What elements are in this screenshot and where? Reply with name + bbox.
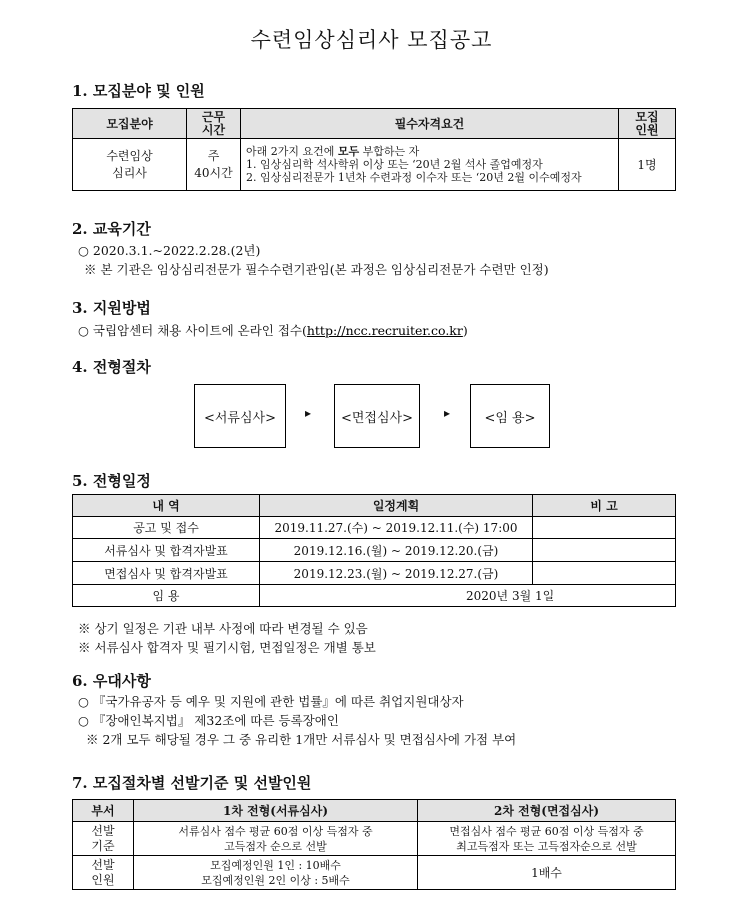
preference-1: ○ 『국가유공자 등 예우 및 지원에 관한 법률』에 따른 취업지원대상자 <box>78 694 464 709</box>
arrow-icon: ▸ <box>444 406 451 420</box>
table-row <box>73 517 676 539</box>
education-note: ※ 본 기관은 임상심리전문가 필수수련기관임(본 과정은 임상심리전문가 수련만 인정) <box>84 262 549 277</box>
application-method: ○ 국립암센터 채용 사이트에 온라인 접수(http://ncc.recruiter.co.kr) <box>78 323 468 338</box>
preference-2: ○ 『장애인복지법』 제32조에 따른 등록장애인 <box>78 713 339 728</box>
schedule-date: 2019.12.23.(월) ~ 2019.12.27.(금) <box>260 562 533 585</box>
table-row <box>73 856 676 890</box>
schedule-remark <box>533 517 676 539</box>
table-row <box>73 822 676 856</box>
schedule-table <box>72 494 676 607</box>
cell-requirements <box>241 139 619 191</box>
cell-hours: 주 40시간 <box>187 139 241 191</box>
schedule-date: 2019.12.16.(월) ~ 2019.12.20.(금) <box>260 539 533 562</box>
req-item-1: 1. 임상심리학 석사학위 이상 또는 ‘20년 2월 석사 졸업예정자 <box>246 158 543 171</box>
section-2-heading: 2. 교육기간 <box>72 220 151 238</box>
header-hours: 근무 시간 <box>187 109 241 139</box>
header-dept: 부서 <box>73 800 134 822</box>
recruitment-table <box>72 108 676 191</box>
header-item: 내 역 <box>73 495 260 517</box>
header-schedule: 일정계획 <box>260 495 533 517</box>
recruit-site-link[interactable]: http://ncc.recruiter.co.kr <box>306 323 463 338</box>
section-7-heading: 7. 모집절차별 선발기준 및 선발인원 <box>72 774 312 792</box>
schedule-remark <box>533 539 676 562</box>
selection-table <box>72 799 676 890</box>
req-intro: 아래 2가지 요건에 모두 부합하는 자 <box>246 145 420 158</box>
header-requirements: 필수자격요건 <box>241 109 619 139</box>
table-row <box>73 562 676 585</box>
count-second: 1배수 <box>418 856 676 890</box>
section-5-heading: 5. 전형일정 <box>72 472 151 490</box>
schedule-item: 공고 및 접수 <box>73 517 260 539</box>
header-second-round: 2차 전형(면접심사) <box>418 800 676 822</box>
step-interview: <면접심사> <box>334 384 420 448</box>
count-first: 모집예정인원 1인 : 10배수 모집예정인원 2인 이상 : 5배수 <box>134 856 418 890</box>
section-6-heading: 6. 우대사항 <box>72 672 151 690</box>
criteria-second: 면접심사 점수 평균 60점 이상 득점자 중 최고득점자 또는 고득점자순으로 선발 <box>418 822 676 856</box>
row-label: 선발 기준 <box>73 822 134 856</box>
education-period: ○ 2020.3.1.~2022.2.28.(2년) <box>78 243 261 258</box>
header-field: 모집분야 <box>73 109 187 139</box>
schedule-note-1: ※ 상기 일정은 기관 내부 사정에 따라 변경될 수 있음 <box>78 621 368 636</box>
schedule-note-2: ※ 서류심사 합격자 및 필기시험, 면접일정은 개별 통보 <box>78 640 376 655</box>
table-row <box>73 585 676 607</box>
page-title: 수련임상심리사 모집공고 <box>250 28 493 52</box>
header-count: 모집 인원 <box>619 109 676 139</box>
section-4-heading: 4. 전형절차 <box>72 358 151 376</box>
section-3-heading: 3. 지원방법 <box>72 299 151 317</box>
step-document-review: <서류심사> <box>194 384 286 448</box>
preference-note: ※ 2개 모두 해당될 경우 그 중 유리한 1개만 서류심사 및 면접심사에 가점 부여 <box>86 732 517 747</box>
header-remarks: 비 고 <box>533 495 676 517</box>
header-first-round: 1차 전형(서류심사) <box>134 800 418 822</box>
req-item-2: 2. 임상심리전문가 1년차 수련과정 이수자 또는 ‘20년 2월 이수예정자 <box>246 171 582 184</box>
row-label: 선발 인원 <box>73 856 134 890</box>
cell-field: 수련임상 심리사 <box>73 139 187 191</box>
section-1-heading: 1. 모집분야 및 인원 <box>72 82 205 100</box>
schedule-date: 2020년 3월 1일 <box>260 585 676 607</box>
schedule-item: 면접심사 및 합격자발표 <box>73 562 260 585</box>
schedule-date: 2019.11.27.(수) ~ 2019.12.11.(수) 17:00 <box>260 517 533 539</box>
criteria-first: 서류심사 점수 평균 60점 이상 득점자 중 고득점자 순으로 선발 <box>134 822 418 856</box>
schedule-item: 임 용 <box>73 585 260 607</box>
table-row <box>73 539 676 562</box>
cell-count: 1명 <box>619 139 676 191</box>
schedule-remark <box>533 562 676 585</box>
step-appointment: <임 용> <box>470 384 550 448</box>
schedule-item: 서류심사 및 합격자발표 <box>73 539 260 562</box>
arrow-icon: ▸ <box>305 406 312 420</box>
